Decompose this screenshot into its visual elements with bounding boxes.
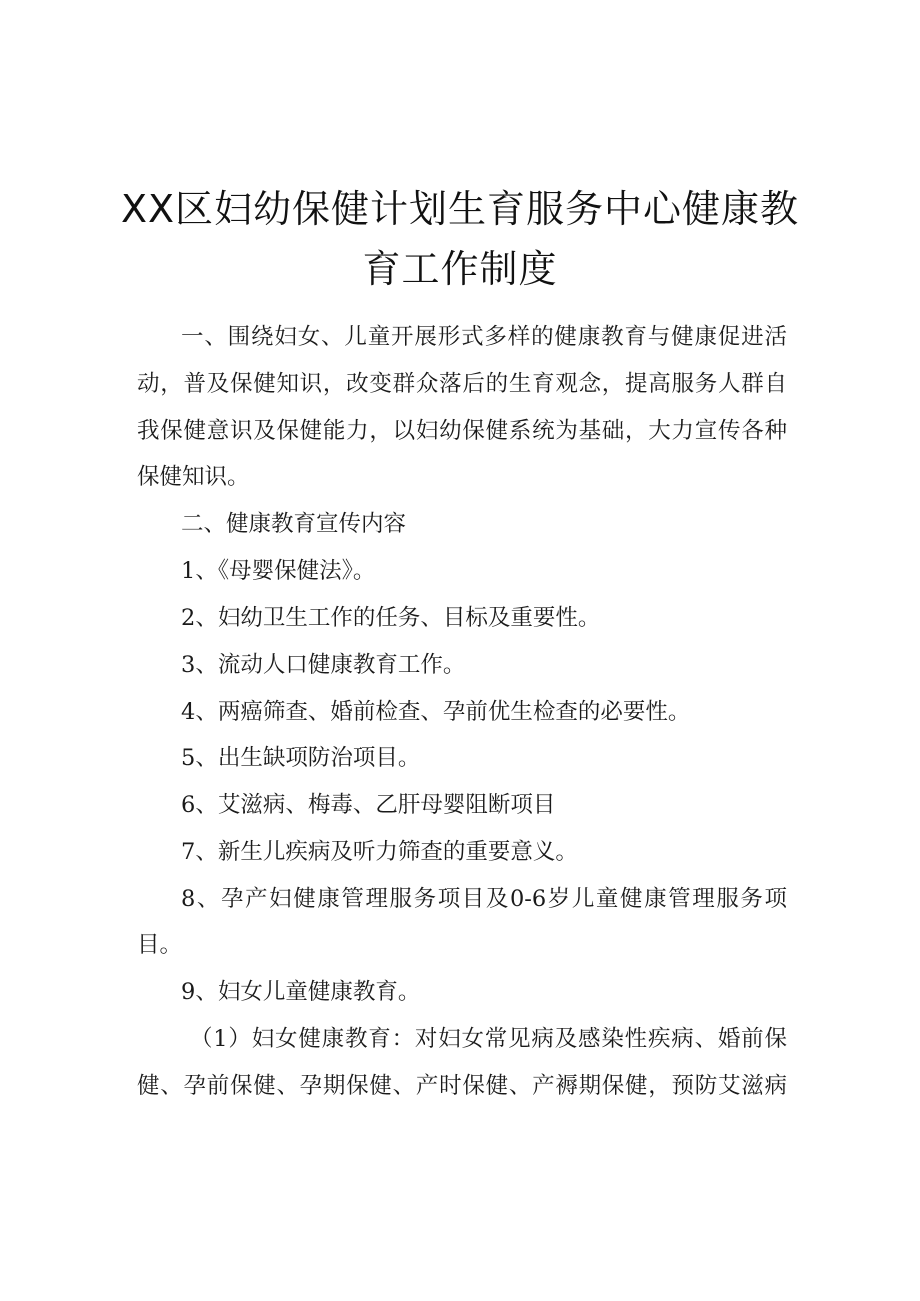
list-item-8-line-1: 8、孕产妇健康管理服务项目及0-6岁儿童健康管理服务项: [181, 886, 787, 912]
section2-heading: 二、健康教育宣传内容: [181, 511, 407, 537]
sub-item-1-line-2: 健、孕前保健、孕期保健、产时保健、产褥期保健，预防艾滋病: [137, 1073, 787, 1099]
list-item-8-line-2: 目。: [137, 932, 183, 958]
list-item-1: 1、《母婴保健法》。: [181, 558, 376, 584]
section1-line-4: 保健知识。: [137, 464, 250, 490]
list-item-9: 9、妇女儿童健康教育。: [181, 979, 421, 1005]
list-item-5: 5、出生缺项防治项目。: [181, 745, 421, 771]
sub-item-1-line-1: （1）妇女健康教育：对妇女常见病及感染性疾病、婚前保: [190, 1026, 787, 1052]
document-title-line-2: 育工作制度: [362, 247, 558, 291]
list-item-4: 4、两癌筛查、婚前检查、孕前优生检查的必要性。: [181, 699, 691, 725]
list-item-7: 7、新生儿疾病及听力筛查的重要意义。: [181, 839, 578, 865]
section1-line-1: 一、围绕妇女、儿童开展形式多样的健康教育与健康促进活: [181, 324, 787, 350]
list-item-2: 2、妇幼卫生工作的任务、目标及重要性。: [181, 605, 601, 631]
list-item-6: 6、艾滋病、梅毒、乙肝母婴阻断项目: [181, 792, 556, 818]
section1-line-3: 我保健意识及保健能力，以妇幼保健系统为基础，大力宣传各种: [137, 418, 787, 444]
document-title-line-1: XX区妇幼保健计划生育服务中心健康教: [120, 187, 800, 231]
section1-line-2: 动，普及保健知识，改变群众落后的生育观念，提高服务人群自: [137, 371, 787, 397]
list-item-3: 3、流动人口健康教育工作。: [181, 652, 466, 678]
